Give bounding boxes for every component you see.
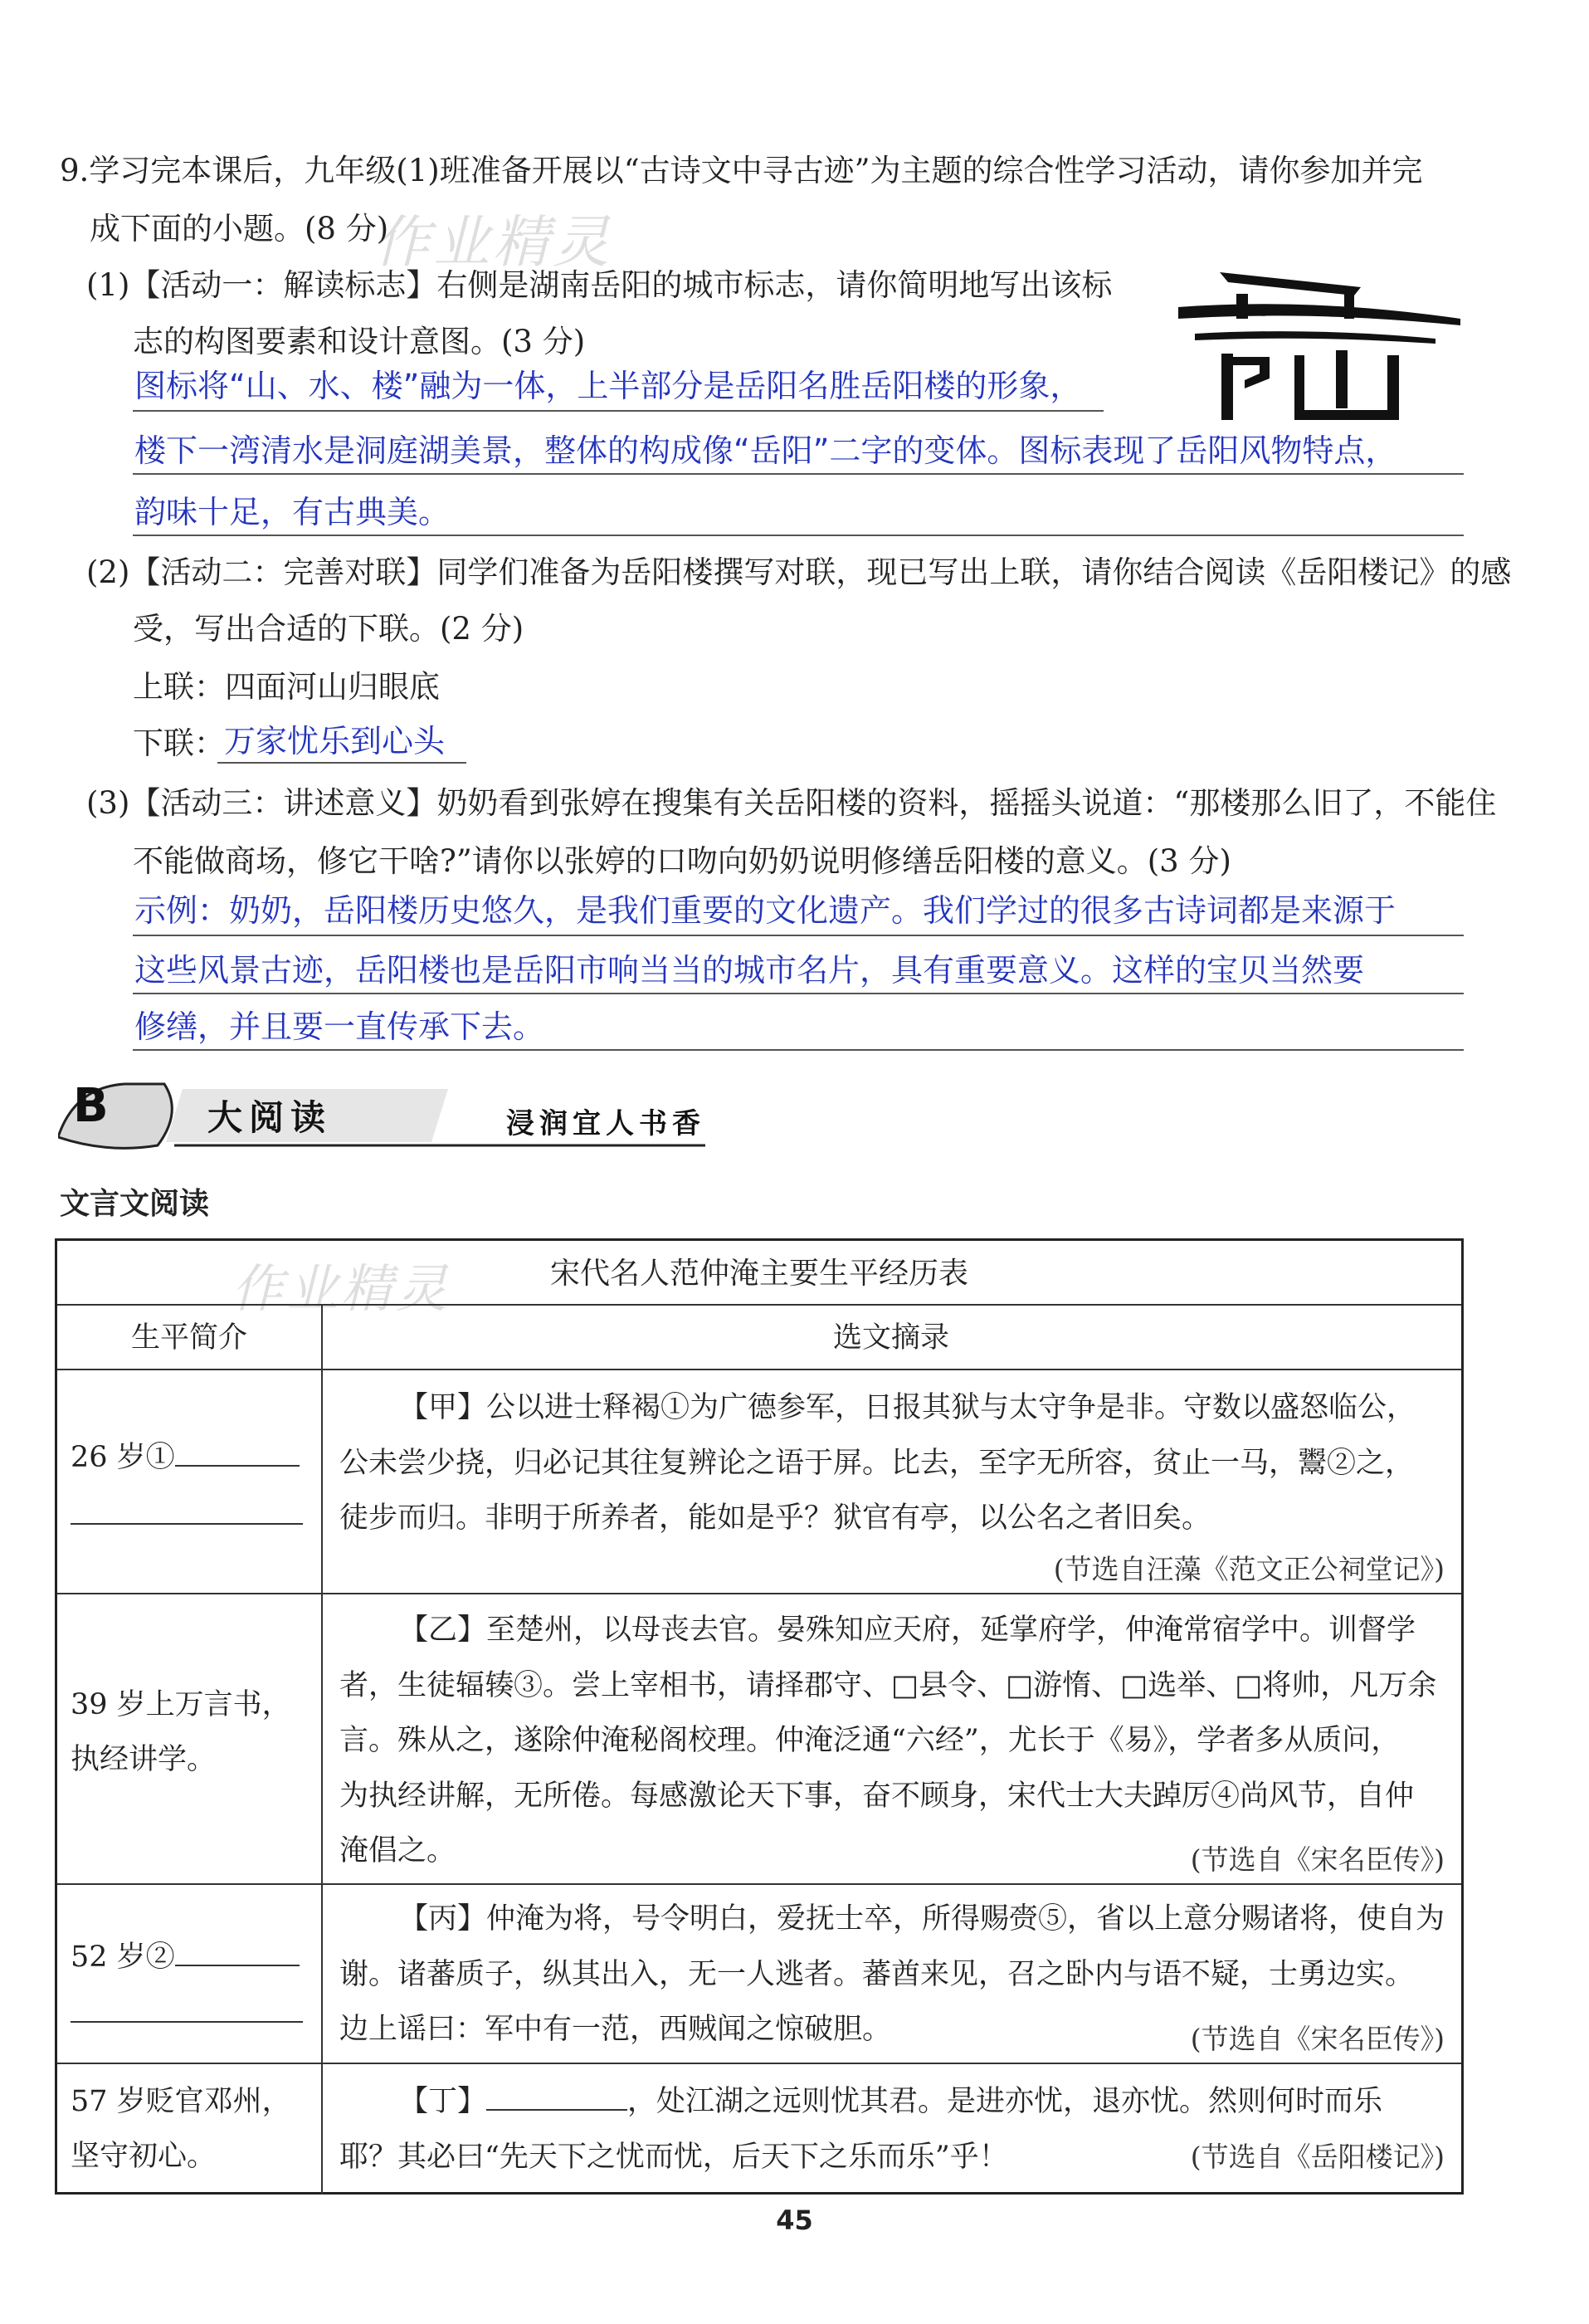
row-yi-age2: 执经讲学。 [71, 1743, 217, 1776]
question-9-line2: 成下面的小题。(8 分) [90, 211, 389, 247]
couplet-lower-label: 下联： [133, 725, 225, 761]
part3-answer-line1: 示例：奶奶，岳阳楼历史悠久，是我们重要的文化遗产。我们学过的很多古诗词都是来源于 [134, 892, 1396, 929]
column-header-life: 生平简介 [130, 1321, 247, 1355]
watermark: 作业精灵 [373, 210, 613, 276]
section-letter: B [73, 1079, 109, 1133]
excerpt-line: 淹倡之。 [339, 1834, 456, 1868]
part1-answer-line1: 图标将“山、水、楼”融为一体，上半部分是岳阳名胜岳阳楼的形象， [134, 368, 1082, 404]
page-number: 45 [776, 2204, 813, 2236]
excerpt-prefix: 【丁】 [399, 2085, 487, 2118]
answer-rule [133, 1049, 1464, 1051]
excerpt-line: 公未尝少挠，归必记其往复辨论之语于屏。比去，至字无所容，贫止一马，鬻②之， [339, 1446, 1415, 1480]
row-ding-age2: 坚守初心。 [71, 2140, 217, 2173]
part2-line1: (2)【活动二：完善对联】同学们准备为岳阳楼撰写对联，现已写出上联，请你结合阅读《岳阳楼记》的感 [86, 554, 1512, 590]
couplet-upper: 上联：四面河山归眼底 [133, 669, 440, 705]
section-subtitle: 浸润宜人书香 [506, 1107, 705, 1140]
part3-answer-line3: 修缮，并且要一直传承下去。 [134, 1008, 545, 1045]
answer-rule [133, 535, 1464, 536]
excerpt-line: ，处江湖之远则忧其君。是进亦忧，退亦忧。然则何时而乐 [627, 2085, 1383, 2118]
row-jia-excerpt [339, 1380, 1416, 1546]
answer-rule [133, 473, 1464, 475]
blank-3[interactable] [486, 2109, 627, 2111]
row-bing-age [71, 1930, 300, 1985]
section-b-header [58, 1079, 705, 1154]
yueyang-city-logo [1145, 264, 1477, 430]
excerpt-line: 者，生徒辐辏③。尝上宰相书，请择郡守、□县令、□游惰、□选举、□将帅，凡万余 [339, 1668, 1437, 1702]
excerpt-line: 耶？其必曰“先天下之忧而忧，后天下之乐而乐”乎！ [339, 2140, 1008, 2174]
excerpt-line: 言。殊从之，遂除仲淹秘阁校理。仲淹泛通“六经”，尤长于《易》，学者多从质问， [339, 1724, 1401, 1757]
excerpt-line: 谢。诸蕃质子，纵其出入，无一人逃者。蕃酋来见，召之卧内与语不疑，士勇边实。 [339, 1957, 1415, 1991]
part3-line2: 不能做商场，修它干啥?”请你以张婷的口吻向奶奶说明修缮岳阳楼的意义。(3 分) [133, 843, 1231, 879]
part3-answer-line2: 这些风景古迹，岳阳楼也是岳阳市响当当的城市名片，具有重要意义。这样的宝贝当然要 [134, 952, 1365, 989]
couplet-lower-answer: 万家忧乐到心头 [224, 723, 446, 759]
excerpt-line: 边上谣曰：军中有一范，西贼闻之惊破胆。 [339, 2013, 892, 2046]
column-header-excerpt: 选文摘录 [832, 1321, 949, 1355]
watermark: 作业精灵 [232, 1258, 451, 1319]
row-ding-source: (节选自《岳阳楼记》) [1190, 2141, 1445, 2173]
blank-2[interactable] [175, 1965, 300, 1966]
part1-answer-line3: 韵味十足，有古典美。 [134, 494, 451, 530]
excerpt-line: 【丙】仲淹为将，号令明白，爱抚士卒，所得赐赍⑤，省以上意分赐诸将，使自为 [399, 1902, 1445, 1936]
blank-1[interactable] [175, 1465, 300, 1467]
part3-line1: (3)【活动三：讲述意义】奶奶看到张婷在搜集有关岳阳楼的资料，摇摇头说道：“那楼那么旧了，不能住 [86, 785, 1497, 821]
excerpt-line: 【甲】公以进士释褐①为广德参军，日报其狱与太守争是非。守数以盛怒临公， [399, 1391, 1416, 1424]
answer-rule [217, 762, 466, 764]
part1-line2: 志的构图要素和设计意图。(3 分) [133, 324, 586, 359]
row-bing-source: (节选自《宋名臣传》) [1190, 2023, 1445, 2055]
biography-table [55, 1238, 1464, 2195]
part1-line1: (1)【活动一：解读标志】右侧是湖南岳阳的城市标志，请你简明地写出该标 [86, 267, 1113, 303]
row-jia-source: (节选自汪藻《范文正公祠堂记》) [1053, 1553, 1445, 1585]
question-9-line1: 9.学习完本课后，九年级(1)班准备开展以“古诗文中寻古迹”为主题的综合性学习活动，请你参加并完 [60, 153, 1423, 188]
excerpt-line: 【乙】至楚州，以母丧去官。晏殊知应天府，延掌府学，仲淹常宿学中。训督学 [399, 1614, 1416, 1647]
table-title: 宋代名人范仲淹主要生平经历表 [549, 1257, 968, 1291]
blank-2-cont[interactable] [71, 2021, 303, 2023]
section-title: 大阅读 [207, 1097, 333, 1138]
excerpt-line: 为执经讲解，无所倦。每感激论天下事，奋不顾身，宋代士大夫踔厉④尚风节，自仲 [339, 1779, 1415, 1813]
answer-rule [133, 993, 1464, 994]
row-jia-age-text: 26 岁① [71, 1441, 175, 1474]
row-yi-source: (节选自《宋名臣传》) [1190, 1843, 1445, 1876]
row-bing-age-text: 52 岁② [71, 1941, 175, 1974]
subheading: 文言文阅读 [60, 1187, 210, 1221]
row-ding-age: 57 岁贬官邓州， [71, 2085, 291, 2118]
row-yi-excerpt [339, 1603, 1436, 1879]
row-yi-age: 39 岁上万言书， [71, 1688, 291, 1721]
part1-answer-line2: 楼下一湾清水是洞庭湖美景，整体的构成像“岳阳”二字的变体。图标表现了岳阳风物特点， [134, 432, 1397, 469]
excerpt-line: 徒步而归。非明于所养者，能如是乎？狱官有亭，以公名之者旧矣。 [339, 1501, 1211, 1535]
blank-1-cont[interactable] [71, 1523, 303, 1525]
part2-line2: 受，写出合适的下联。(2 分) [133, 611, 524, 647]
answer-rule [133, 410, 1104, 412]
row-jia-age [71, 1430, 300, 1486]
answer-rule [133, 935, 1464, 936]
